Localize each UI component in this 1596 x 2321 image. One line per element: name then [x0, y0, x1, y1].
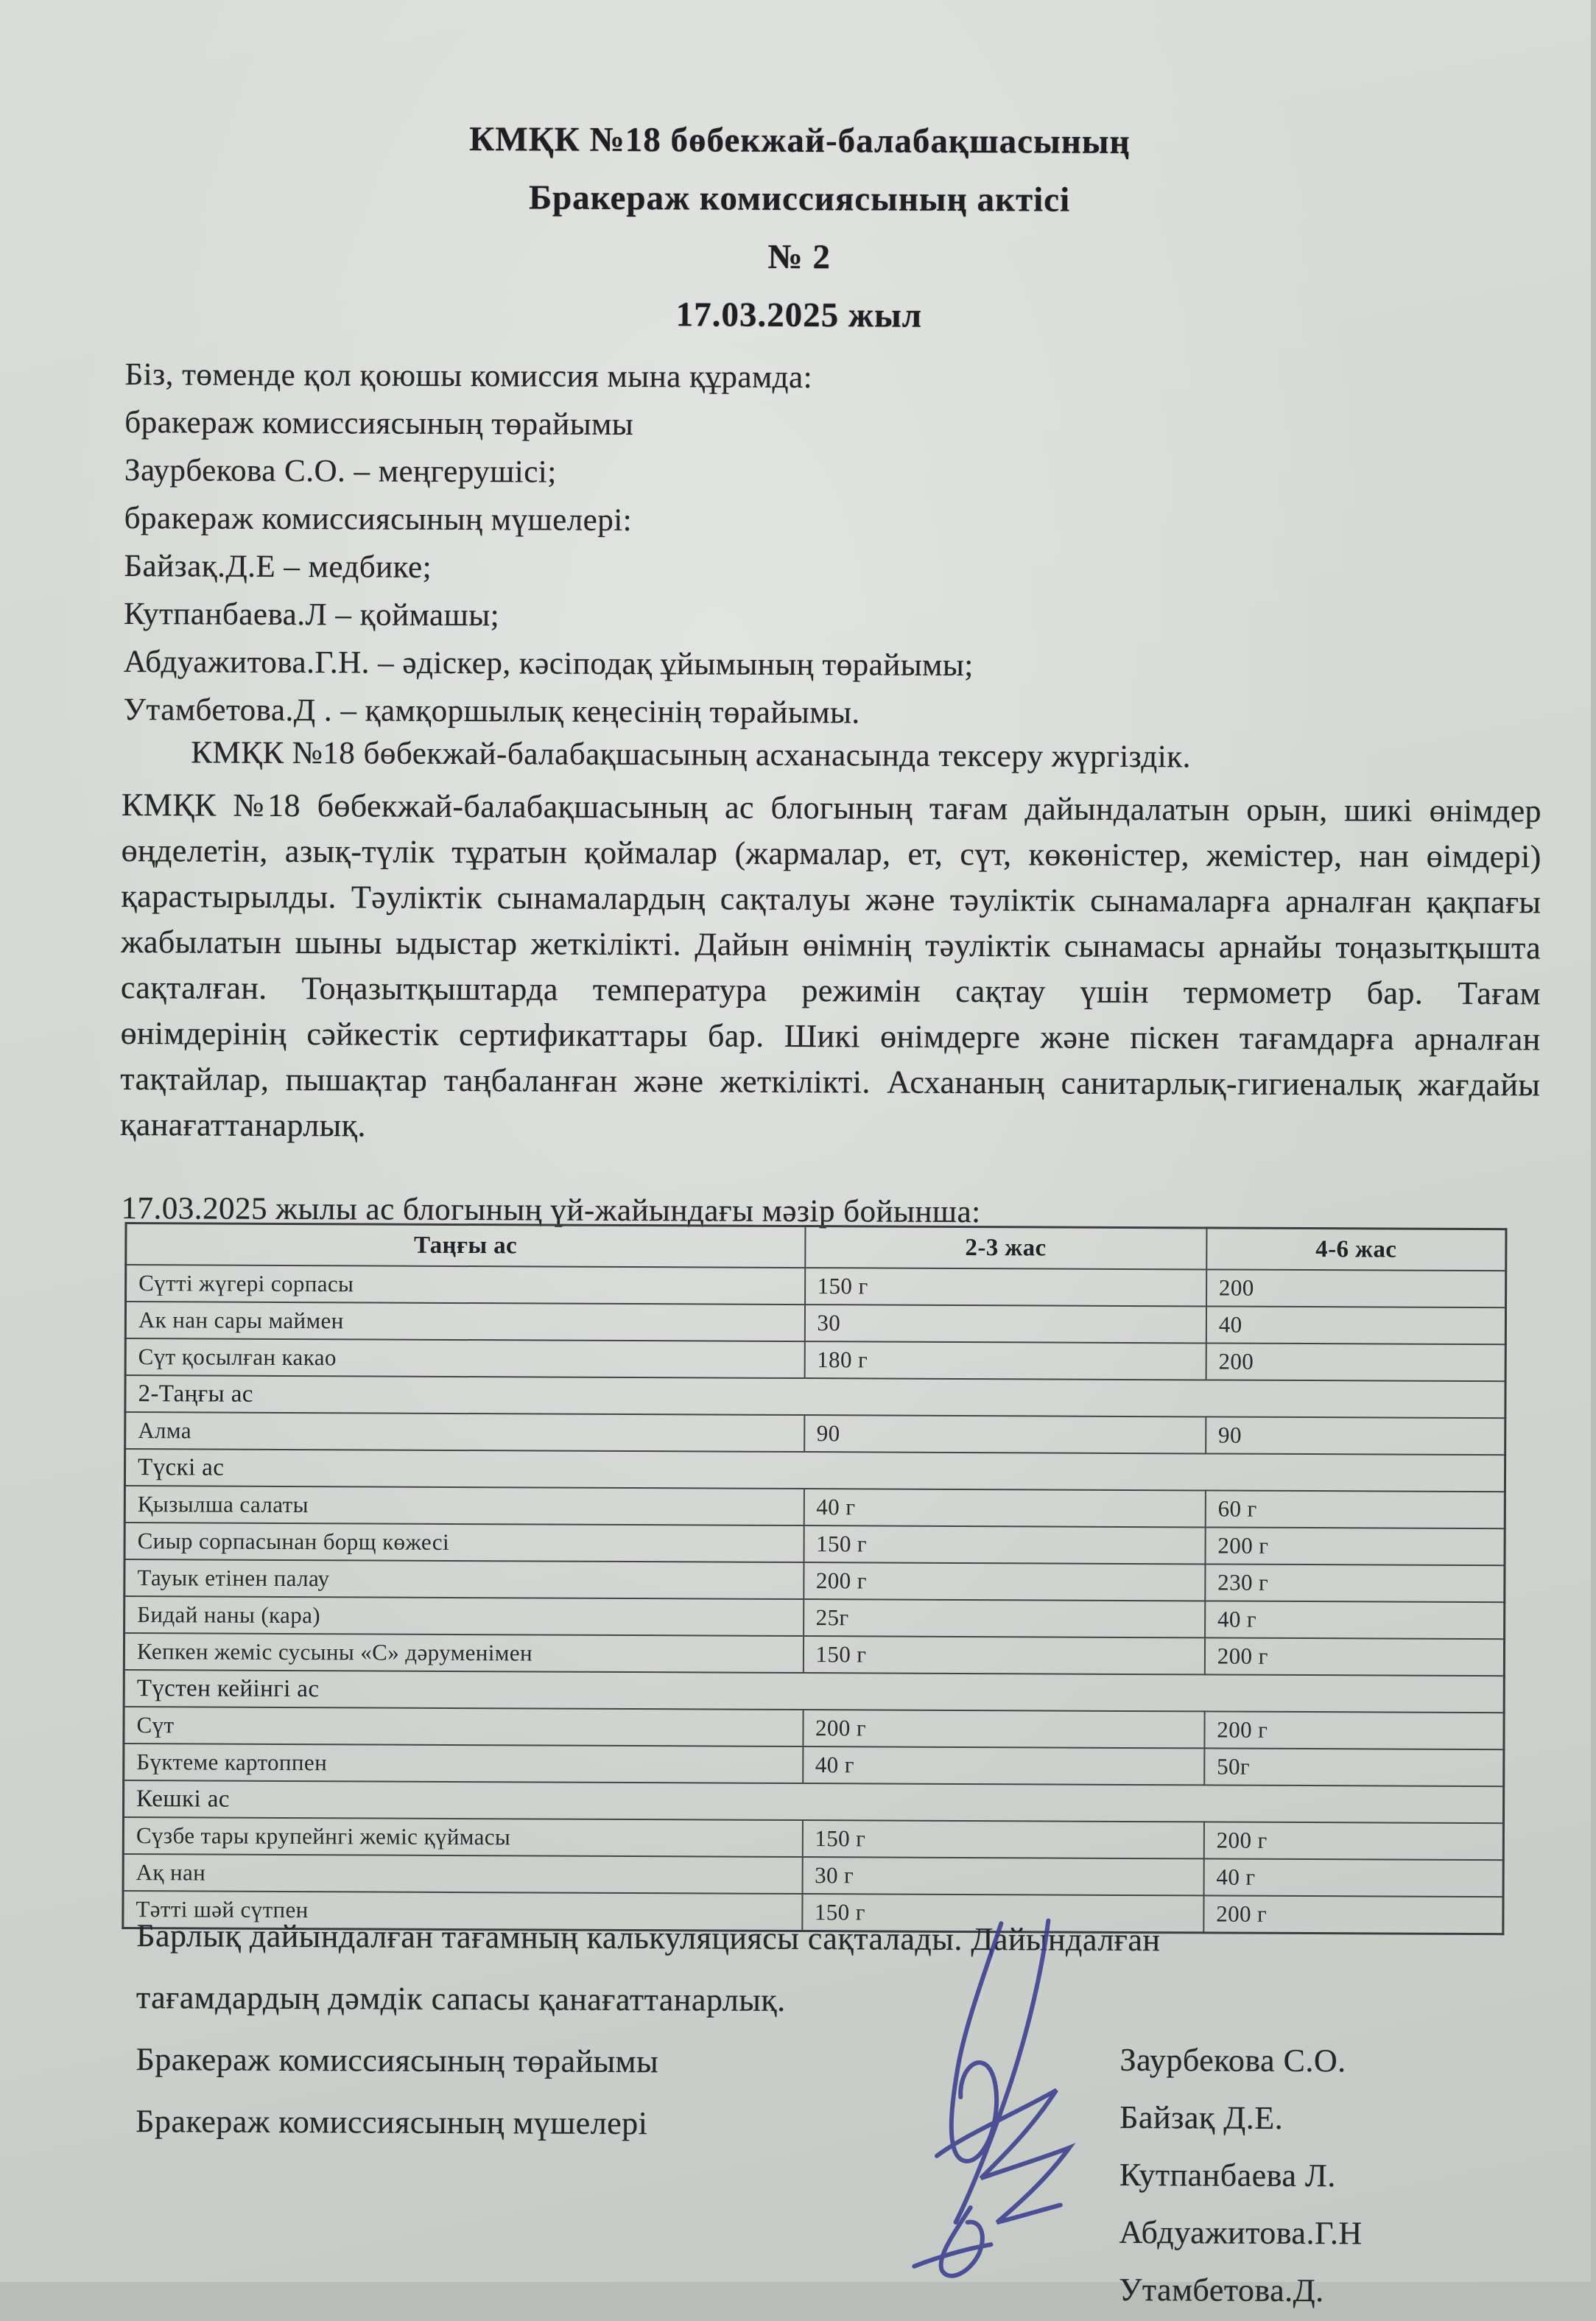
- table-section-row: [124, 1449, 1505, 1492]
- portion-value: 200 г: [1205, 1637, 1505, 1676]
- handwritten-signature: [826, 1912, 1144, 2289]
- dish-name: Ак нан сары маймен: [125, 1302, 804, 1341]
- portion-value: 200: [1206, 1269, 1506, 1307]
- table-row: [123, 1854, 1503, 1897]
- column-header-age-2-3: 2-3 жас: [805, 1226, 1207, 1270]
- commission-member-line: Утамбетова.Д . – қамқоршылық кеңесінің төрайымы.: [123, 692, 860, 731]
- dish-name: Ақ нан: [123, 1854, 802, 1894]
- dish-name: Сиыр сорпасынан борщ көжесі: [124, 1523, 804, 1562]
- portion-value: 180 г: [804, 1341, 1206, 1380]
- table-row: [126, 1265, 1506, 1307]
- table-row: [124, 1559, 1505, 1602]
- portion-value: 50г: [1204, 1748, 1504, 1786]
- document-title: [33, 108, 1566, 348]
- section-label: 2-Таңғы ас: [125, 1375, 1505, 1418]
- signature-name: Заурбекова С.О.: [1119, 2041, 1346, 2079]
- table-row: [125, 1412, 1505, 1455]
- portion-value: 150 г: [805, 1268, 1207, 1306]
- title-line-date: 17.03.2025 жыл: [675, 295, 923, 335]
- portion-value: 230 г: [1205, 1564, 1505, 1602]
- table-header-row: [126, 1223, 1506, 1271]
- portion-value: 200: [1206, 1343, 1505, 1381]
- portion-value: 200 г: [1205, 1527, 1505, 1565]
- title-line-number: № 2: [767, 237, 832, 277]
- section-label: Түскі ас: [124, 1449, 1505, 1492]
- portion-value: 30 г: [802, 1857, 1204, 1895]
- table-section-row: [123, 1780, 1503, 1823]
- commission-member-line: Абдуажитова.Г.Н. – әдіскер, кәсіподақ ұйымының төрайымы;: [123, 645, 974, 684]
- commission-member-line: бракераж комиссиясының төрайымы: [124, 405, 634, 443]
- table-row: [125, 1338, 1505, 1381]
- dish-name: Бидай наны (кара): [124, 1596, 804, 1636]
- table-section-row: [124, 1670, 1504, 1713]
- portion-value: 150 г: [802, 1894, 1204, 1933]
- commission-members-list: [123, 351, 1546, 740]
- title-line-act: Бракераж комиссиясының актісі: [528, 178, 1071, 220]
- portion-value: 90: [804, 1415, 1206, 1453]
- dish-name: Кепкен жеміс сусыны «С» дәруменімен: [124, 1633, 803, 1673]
- portion-value: 30: [804, 1305, 1206, 1343]
- portion-value: 200 г: [804, 1562, 1206, 1601]
- dish-name: Сүзбе тары крупейнгі жеміс қүймасы: [123, 1817, 802, 1857]
- inspection-statement: КМҚК №18 бөбекжай-балабақшасының асханасында тексеру жүргіздік.: [191, 735, 1192, 775]
- table-row: [124, 1633, 1504, 1676]
- portion-value: 40 г: [1203, 1858, 1503, 1897]
- portion-value: 60 г: [1206, 1490, 1505, 1528]
- portion-value: 200 г: [1204, 1822, 1504, 1860]
- table-row: [124, 1486, 1505, 1528]
- table-row: [124, 1744, 1504, 1786]
- section-label: Кешкі ас: [123, 1780, 1503, 1823]
- portion-value: 90: [1206, 1416, 1505, 1455]
- signature-name: Байзақ Д.Е.: [1119, 2099, 1284, 2136]
- commission-member-line: Кутпанбаева.Л – қоймашы;: [124, 597, 500, 633]
- closing-line: Барлық дайындалған тағамның калькуляциясы сақталады. Дайындалған: [136, 1917, 1161, 1959]
- section-label: Түстен кейінгі ас: [124, 1670, 1504, 1713]
- signature-name: Кутпанбаева Л.: [1119, 2156, 1336, 2194]
- signature-names-block: [1119, 2032, 1562, 2321]
- commission-member-line: бракераж комиссиясының мүшелері:: [124, 501, 633, 538]
- title-line-institution: КМҚК №18 бөбекжай-балабақшасының: [469, 120, 1131, 161]
- menu-intro-line: 17.03.2025 жылы ас блогының үй-жайындағы мәзір бойынша:: [121, 1191, 981, 1230]
- portion-value: 200 г: [803, 1710, 1205, 1748]
- portion-value: 150 г: [803, 1636, 1205, 1674]
- table-row: [124, 1596, 1505, 1639]
- dish-name: Бүктеме картоппен: [124, 1744, 803, 1783]
- dish-name: Тәтті шәй сүтпен: [123, 1891, 802, 1931]
- dish-name: Сүт қосылған какао: [125, 1338, 804, 1378]
- table-section-row: [125, 1375, 1505, 1418]
- column-header-age-4-6: 4-6 жас: [1206, 1228, 1506, 1271]
- table-row: [123, 1817, 1503, 1860]
- portion-value: 40: [1206, 1306, 1506, 1344]
- closing-line: Бракераж комиссиясының мүшелері: [136, 2103, 648, 2142]
- closing-line: Бракераж комиссиясының төрайымы: [136, 2041, 659, 2080]
- table-row: [125, 1302, 1505, 1344]
- dish-name: Сүт: [124, 1707, 803, 1746]
- dish-name: Сүтті жүгері сорпасы: [126, 1265, 805, 1305]
- table-row: [124, 1707, 1504, 1749]
- signature-name: Утамбетова.Д.: [1119, 2271, 1324, 2309]
- portion-value: 40 г: [803, 1746, 1205, 1785]
- dish-name: Қызылша салаты: [124, 1486, 804, 1525]
- commission-member-line: Заурбекова С.О. – меңгерушісі;: [124, 453, 557, 490]
- table-row: [124, 1523, 1505, 1565]
- signature-name: Абдуажитова.Г.Н: [1119, 2213, 1363, 2252]
- portion-value: 40 г: [1205, 1601, 1505, 1639]
- dish-name: Алма: [125, 1412, 804, 1452]
- dish-name: Тауык етінен палау: [124, 1559, 804, 1599]
- menu-table: [122, 1222, 1507, 1935]
- portion-value: 25г: [804, 1599, 1206, 1637]
- commission-member-line: Біз, төменде қол қоюшы комиссия мына құрамда:: [124, 357, 813, 396]
- column-header-meal: Таңғы ас: [126, 1223, 805, 1268]
- menu-table-body: [123, 1265, 1506, 1934]
- portion-value: 40 г: [804, 1489, 1206, 1527]
- inspection-report-paragraph: КМҚК №18 бөбекжай-балабақшасының ас блогының тағам дайындалатын орын, шикі өнімдер өңделетін, азық-түлік тұратын қоймалар (жармалар, ет, сүт, көкөністер, жемістер, нан өімдері) қарастырылды. Тәуліктік сынамалардың сақталуы және тәуліктік сынамаларға арналған қақпағы жабылатын шыны ыдыстар жеткілікті. Дайын өнімнің тәуліктік сынамасы арнайы тоңазытқышта сақталған. Тоңазытқыштарда температура режимін сақтау үшін термометр бар. Тағам өнімдерінің сәйкестік сертификаттары бар. Шикі өнімдерге және піскен тағамдарға арналған тақтайлар, пышақтар таңбаланған және жеткілікті. Асхананың санитарлық-гигиеналық жағдайы қанағаттанарлық.: [119, 787, 1542, 1144]
- portion-value: 200 г: [1204, 1711, 1504, 1749]
- portion-value: 200 г: [1203, 1895, 1503, 1934]
- portion-value: 150 г: [802, 1820, 1204, 1858]
- portion-value: 150 г: [804, 1525, 1206, 1564]
- closing-line: тағамдардың дәмдік сапасы қанағаттанарлық.: [136, 1979, 786, 2018]
- commission-member-line: Байзақ.Д.Е – медбике;: [124, 549, 432, 585]
